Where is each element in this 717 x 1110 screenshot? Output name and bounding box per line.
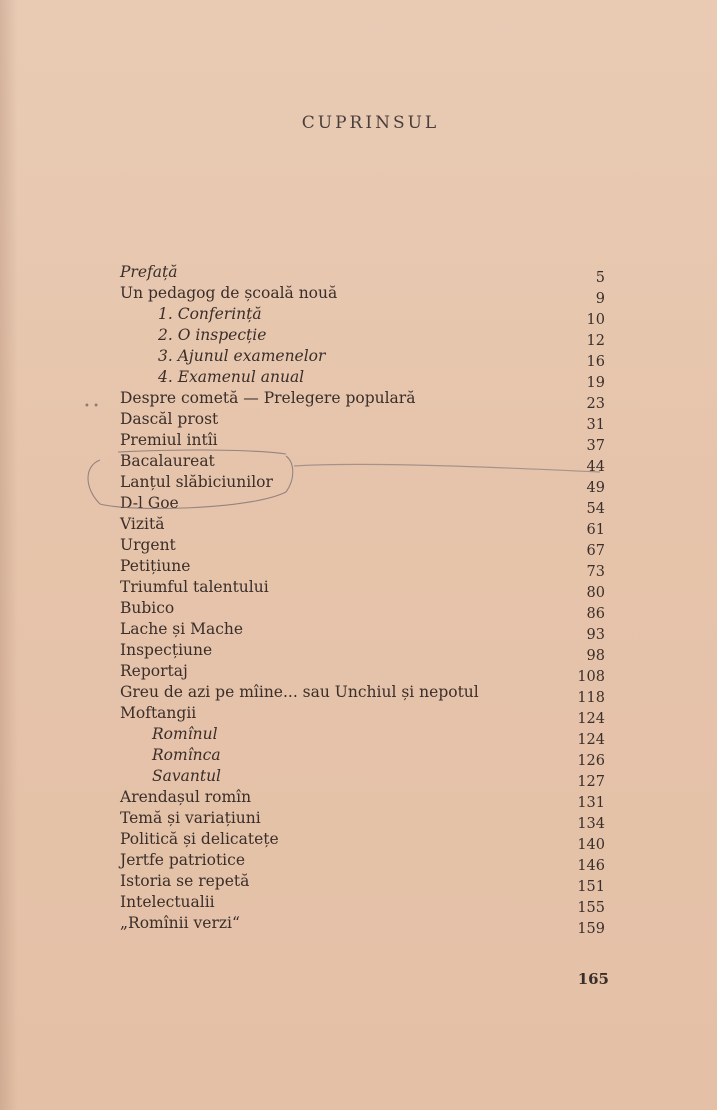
toc-entry — [0, 598, 717, 622]
toc-entry-page: 155 — [577, 900, 605, 916]
toc-entry-title: Arendașul romîn — [120, 788, 252, 806]
toc-entry-title: Bubico — [120, 599, 175, 617]
toc-entry-page: 98 — [586, 648, 605, 664]
toc-entry — [0, 304, 717, 328]
toc-entry-title: Lache și Mache — [120, 620, 244, 638]
toc-entry-title: „Romînii verzi“ — [120, 914, 240, 932]
toc-entry-title: Despre cometă — Prelegere populară — [120, 389, 416, 407]
toc-entry-title: Politică și delicatețe — [120, 830, 279, 848]
toc-entry — [0, 556, 717, 580]
toc-entry — [0, 619, 717, 643]
toc-entry — [0, 535, 717, 559]
toc-entry — [0, 577, 717, 601]
toc-entry-page: 12 — [586, 333, 605, 349]
toc-entry-page: 44 — [586, 459, 605, 475]
toc-entry-title: 4. Examenul anual — [158, 368, 305, 386]
toc-entry-title: 3. Ajunul examenelor — [158, 347, 326, 365]
toc-entry-title: Romînca — [152, 746, 221, 764]
toc-entry-page: 124 — [577, 711, 605, 727]
toc-entry-title: Un pedagog de școală nouă — [120, 284, 338, 302]
toc-entry-title: Greu de azi pe mîine... sau Unchiul și nepotul — [120, 683, 479, 701]
toc-entry-page: 93 — [586, 627, 605, 643]
toc-entry-page: 16 — [586, 354, 605, 370]
toc-entry-title: Jertfe patriotice — [120, 851, 245, 869]
toc-entry-page: 140 — [577, 837, 605, 853]
toc-entry — [0, 787, 717, 811]
toc-entry — [0, 829, 717, 853]
toc-entry-page: 159 — [577, 921, 605, 937]
toc-entry — [0, 367, 717, 391]
toc-entry-page: 131 — [577, 795, 605, 811]
toc-entry — [0, 913, 717, 937]
toc-entry-title: Bacalaureat — [120, 452, 215, 470]
margin-mark: • • — [84, 401, 99, 412]
toc-entry — [0, 283, 717, 307]
toc-entry — [0, 325, 717, 349]
toc-entry-title: Temă și variațiuni — [120, 809, 261, 827]
toc-entry-page: 54 — [586, 501, 605, 517]
toc-entry — [0, 850, 717, 874]
toc-entry-page: 61 — [586, 522, 605, 538]
toc-entry — [0, 262, 717, 286]
toc-entry-title: Reportaj — [120, 662, 188, 680]
toc-entry-title: Prefață — [120, 263, 178, 281]
toc-entry — [0, 472, 717, 496]
toc-entry-page: 118 — [577, 690, 605, 706]
toc-entry — [0, 451, 717, 475]
toc-entry-title: Petițiune — [120, 557, 191, 575]
toc-entry-page: 67 — [586, 543, 605, 559]
page-title: CUPRINSUL — [301, 113, 440, 133]
toc-entry-title: 2. O inspecție — [158, 326, 267, 344]
page-number: 165 — [577, 970, 609, 988]
toc-entry-page: 5 — [595, 270, 605, 286]
toc-entry-page: 127 — [577, 774, 605, 790]
toc-entry — [0, 514, 717, 538]
toc-entry-page: 37 — [586, 438, 605, 454]
toc-entry — [0, 346, 717, 370]
toc-entry-page: 19 — [586, 375, 605, 391]
toc-entry-title: Intelectualii — [120, 893, 215, 911]
toc-entry — [0, 703, 717, 727]
toc-entry — [0, 640, 717, 664]
toc-entry — [0, 766, 717, 790]
toc-entry-page: 23 — [586, 396, 605, 412]
toc-entry-page: 126 — [577, 753, 605, 769]
table-of-contents — [0, 262, 717, 937]
toc-entry-title: Istoria se repetă — [120, 872, 250, 890]
toc-entry — [0, 871, 717, 895]
toc-entry-page: 86 — [586, 606, 605, 622]
toc-entry-page: 73 — [586, 564, 605, 580]
toc-entry-page: 49 — [586, 480, 605, 496]
toc-entry-title: Moftangii — [120, 704, 197, 722]
toc-entry-page: 108 — [577, 669, 605, 685]
toc-entry-page: 134 — [577, 816, 605, 832]
toc-entry-title: Lanțul slăbiciunilor — [120, 473, 273, 491]
toc-entry — [0, 493, 717, 517]
toc-entry-page: 151 — [577, 879, 605, 895]
toc-entry-title: Premiul intîi — [120, 431, 218, 449]
toc-entry-page: 31 — [586, 417, 605, 433]
toc-entry — [0, 745, 717, 769]
toc-entry — [0, 388, 717, 412]
toc-entry — [0, 409, 717, 433]
toc-entry-title: Triumful talentului — [120, 578, 269, 596]
toc-entry — [0, 892, 717, 916]
toc-entry-title: 1. Conferință — [158, 305, 262, 323]
toc-entry-title: Urgent — [120, 536, 176, 554]
toc-entry — [0, 661, 717, 685]
toc-entry — [0, 682, 717, 706]
toc-entry-title: D-l Goe — [120, 494, 179, 512]
toc-entry-page: 124 — [577, 732, 605, 748]
toc-entry-page: 10 — [586, 312, 605, 328]
toc-entry — [0, 808, 717, 832]
toc-entry-page: 146 — [577, 858, 605, 874]
toc-entry-page: 80 — [586, 585, 605, 601]
toc-entry — [0, 430, 717, 454]
toc-entry-page: 9 — [595, 291, 605, 307]
toc-entry-title: Dascăl prost — [120, 410, 219, 428]
toc-entry-title: Vizită — [120, 515, 165, 533]
toc-entry — [0, 724, 717, 748]
toc-entry-title: Romînul — [152, 725, 218, 743]
toc-entry-title: Inspecțiune — [120, 641, 213, 659]
toc-entry-title: Savantul — [152, 767, 222, 785]
